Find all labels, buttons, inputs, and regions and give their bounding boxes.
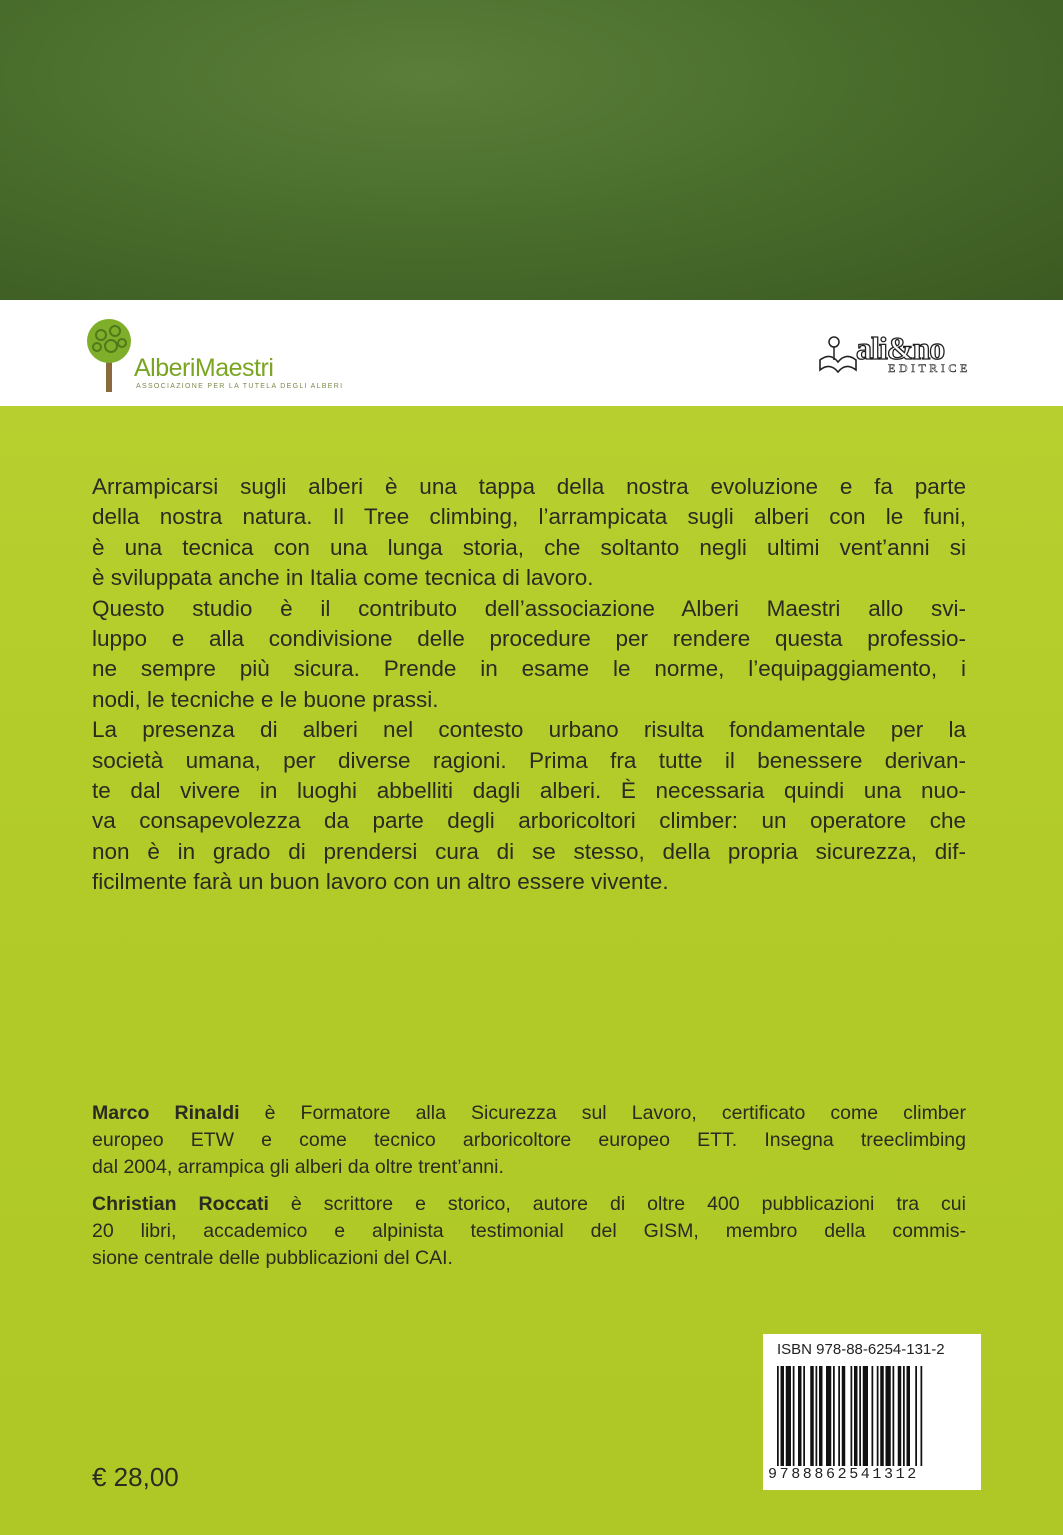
blurb-line: La presenza di alberi nel contesto urbano risulta fondamentale per la bbox=[92, 717, 966, 743]
alberi-maestri-logo bbox=[84, 316, 354, 396]
publisher-sub: EDITRICE bbox=[888, 361, 971, 375]
barcode-bar bbox=[886, 1366, 891, 1466]
alberi-maestri-tagline: ASSOCIAZIONE PER LA TUTELA DEGLI ALBERI bbox=[136, 383, 344, 390]
isbn-label: ISBN 978-88-6254-131-2 bbox=[777, 1341, 945, 1358]
blurb-line: Questo studio è il contributo dell’associazione Alberi Maestri allo svi- bbox=[92, 595, 966, 621]
blurb-line: luppo e alla condivisione delle procedure per rendere questa professio- bbox=[92, 626, 966, 652]
tree-icon bbox=[84, 316, 134, 394]
barcode-bar bbox=[816, 1366, 818, 1466]
publisher-logo bbox=[818, 330, 990, 378]
author-bio-text: 20 libri, accademico e alpinista testimonial del GISM, membro della commis- bbox=[92, 1220, 966, 1242]
barcode-bar bbox=[777, 1366, 779, 1466]
barcode-bar bbox=[803, 1366, 805, 1466]
barcode-bar bbox=[851, 1366, 853, 1466]
barcode-bar bbox=[893, 1366, 895, 1466]
author-bio bbox=[92, 1100, 966, 1181]
barcode-bar bbox=[898, 1366, 902, 1466]
author-bio-text: europeo ETW e come tecnico arboricoltore europeo ETT. Insegna treeclimbing bbox=[92, 1129, 966, 1151]
blurb-line: è sviluppata anche in Italia come tecnica di lavoro. bbox=[92, 565, 594, 591]
barcode-bar bbox=[793, 1366, 795, 1466]
blurb-line: te dal vivere in luoghi abbelliti dagli alberi. È necessaria quindi una nuo- bbox=[92, 778, 966, 804]
barcode-bar bbox=[798, 1366, 802, 1466]
barcode-bar bbox=[907, 1366, 911, 1466]
blurb-line: della nostra natura. Il Tree climbing, l’arrampicata sugli alberi con le funi, bbox=[92, 504, 966, 530]
author-name: Marco Rinaldi bbox=[92, 1102, 240, 1124]
blurb-line: società umana, per diverse ragioni. Prima fra tutte il benessere derivan- bbox=[92, 747, 966, 773]
author-bio-text: è Formatore alla Sicurezza sul Lavoro, certificato come climber bbox=[239, 1102, 966, 1124]
barcode-bar bbox=[810, 1366, 814, 1466]
blurb-line: ficilmente farà un buon lavoro con un altro essere vivente. bbox=[92, 869, 669, 895]
isbn-barcode bbox=[763, 1334, 981, 1490]
barcode-bar bbox=[854, 1366, 858, 1466]
price: € 28,00 bbox=[92, 1462, 179, 1492]
barcode-bar bbox=[819, 1366, 823, 1466]
barcode-bar bbox=[826, 1366, 831, 1466]
author-bio-text: dal 2004, arrampica gli alberi da oltre trent’anni. bbox=[92, 1156, 504, 1178]
barcode-bar bbox=[781, 1366, 785, 1466]
cover-photo-band bbox=[0, 0, 1063, 300]
publisher-mark: ali&no bbox=[856, 330, 945, 366]
author-bio-text: sione centrale delle pubblicazioni del CAI. bbox=[92, 1247, 453, 1269]
barcode-bars bbox=[777, 1366, 969, 1466]
barcode-digits: 9788862541312 bbox=[768, 1466, 919, 1483]
author-bio bbox=[92, 1191, 966, 1272]
barcode-bar bbox=[872, 1366, 874, 1466]
blurb-line: è una tecnica con una lunga storia, che soltanto negli ultimi vent’anni si bbox=[92, 534, 966, 560]
open-book-icon bbox=[818, 330, 858, 374]
barcode-bar bbox=[903, 1366, 905, 1466]
barcode-bar bbox=[877, 1366, 879, 1466]
barcode-bar bbox=[833, 1366, 835, 1466]
author-bio-text: è scrittore e storico, autore di oltre 400 pubblicazioni tra cui bbox=[268, 1193, 966, 1215]
blurb-line: nodi, le tecniche e le buone prassi. bbox=[92, 686, 439, 712]
blurb-line: Arrampicarsi sugli alberi è una tappa della nostra evoluzione e fa parte bbox=[92, 474, 966, 499]
barcode-bar bbox=[842, 1366, 846, 1466]
barcode-bar bbox=[838, 1366, 840, 1466]
author-name: Christian Roccati bbox=[92, 1193, 269, 1215]
barcode-bar bbox=[786, 1366, 791, 1466]
barcode-bar bbox=[859, 1366, 861, 1466]
blurb-line: ne sempre più sicura. Prende in esame le norme, l’equipaggiamento, i bbox=[92, 656, 966, 682]
barcode-bar bbox=[880, 1366, 884, 1466]
barcode-bar bbox=[863, 1366, 868, 1466]
blurb-line: va consapevolezza da parte degli arboricoltori climber: un operatore che bbox=[92, 808, 966, 834]
barcode-bar bbox=[915, 1366, 917, 1466]
blurb-line: non è in grado di prendersi cura di se stesso, della propria sicurezza, dif- bbox=[92, 838, 966, 864]
alberi-maestri-name: AlberiMaestri bbox=[134, 354, 274, 382]
author-bios bbox=[92, 1100, 966, 1282]
blurb bbox=[92, 472, 966, 898]
barcode-bar bbox=[921, 1366, 923, 1466]
